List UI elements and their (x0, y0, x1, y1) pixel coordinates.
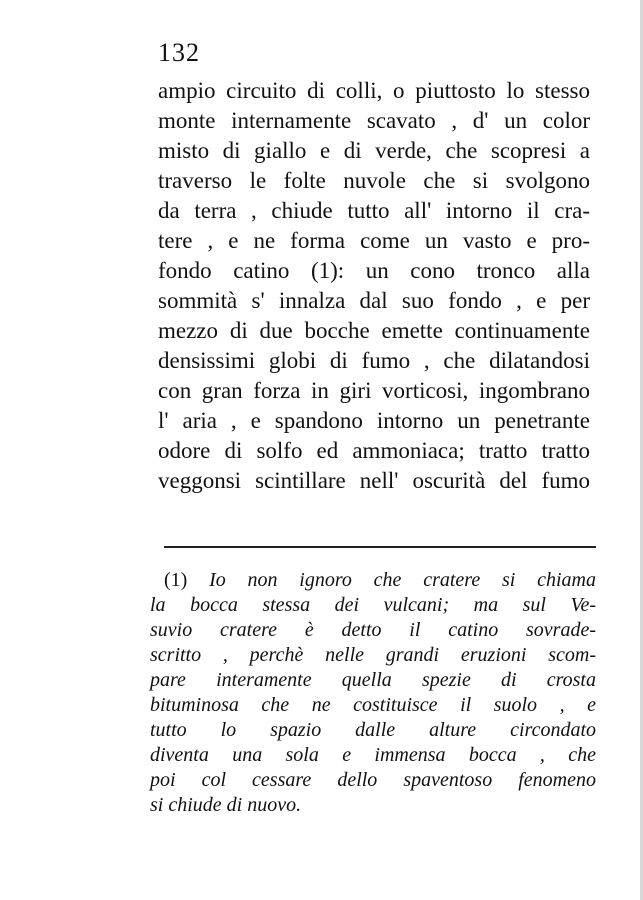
body-line: odore di solfo ed ammoniaca; tratto tratto (158, 438, 590, 463)
body-line: misto di giallo e di verde, che scopresi a (158, 138, 590, 163)
footnote-first-line-text: Io non ignoro che cratere si chiama (187, 569, 596, 591)
body-line: l' aria , e spandono intorno un penetrante (158, 408, 590, 433)
body-line: mezzo di due bocche emette continuamente (158, 318, 590, 343)
body-line: tere , e ne forma come un vasto e pro- (158, 228, 590, 253)
body-line: con gran forza in giri vorticosi, ingombrano (158, 378, 590, 403)
footnote-line: bituminosa che ne costituisce il suolo , e (150, 694, 596, 716)
footnote (150, 568, 596, 818)
footnote-line: tutto lo spazio dalle alture circondato (150, 719, 596, 741)
footnote-marker: (1) (164, 569, 188, 591)
footnote-line: scritto , perchè nelle grandi eruzioni scom- (150, 644, 596, 666)
footnote-line: si chiude di nuovo. (150, 794, 302, 816)
body-line: sommità s' innalza dal suo fondo , e per (158, 288, 590, 313)
body-text (158, 76, 590, 496)
body-line: da terra , chiude tutto all' intorno il cra- (158, 198, 590, 223)
page-number: 132 (158, 38, 200, 67)
footnote-line: suvio cratere è detto il catino sovrade- (150, 619, 596, 641)
footnote-line: pare interamente quella spezie di crosta (150, 669, 596, 691)
body-line: fondo catino (1): un cono tronco alla (158, 258, 590, 283)
footnote-first-line (150, 568, 596, 593)
body-line: monte internamente scavato , d' un color (158, 108, 590, 133)
footnote-rule (164, 546, 596, 548)
body-line: ampio circuito di colli, o piuttosto lo stesso (158, 78, 590, 103)
footnote-line: poi col cessare dello spaventoso fenomeno (150, 769, 596, 791)
body-line: densissimi globi di fumo , che dilatandosi (158, 348, 590, 373)
footnote-line: diventa una sola e immensa bocca , che (150, 744, 596, 766)
body-line: traverso le folte nuvole che si svolgono (158, 168, 590, 193)
footnote-line: la bocca stessa dei vulcani; ma sul Ve- (150, 594, 596, 616)
body-line: veggonsi scintillare nell' oscurità del fumo (158, 468, 590, 493)
